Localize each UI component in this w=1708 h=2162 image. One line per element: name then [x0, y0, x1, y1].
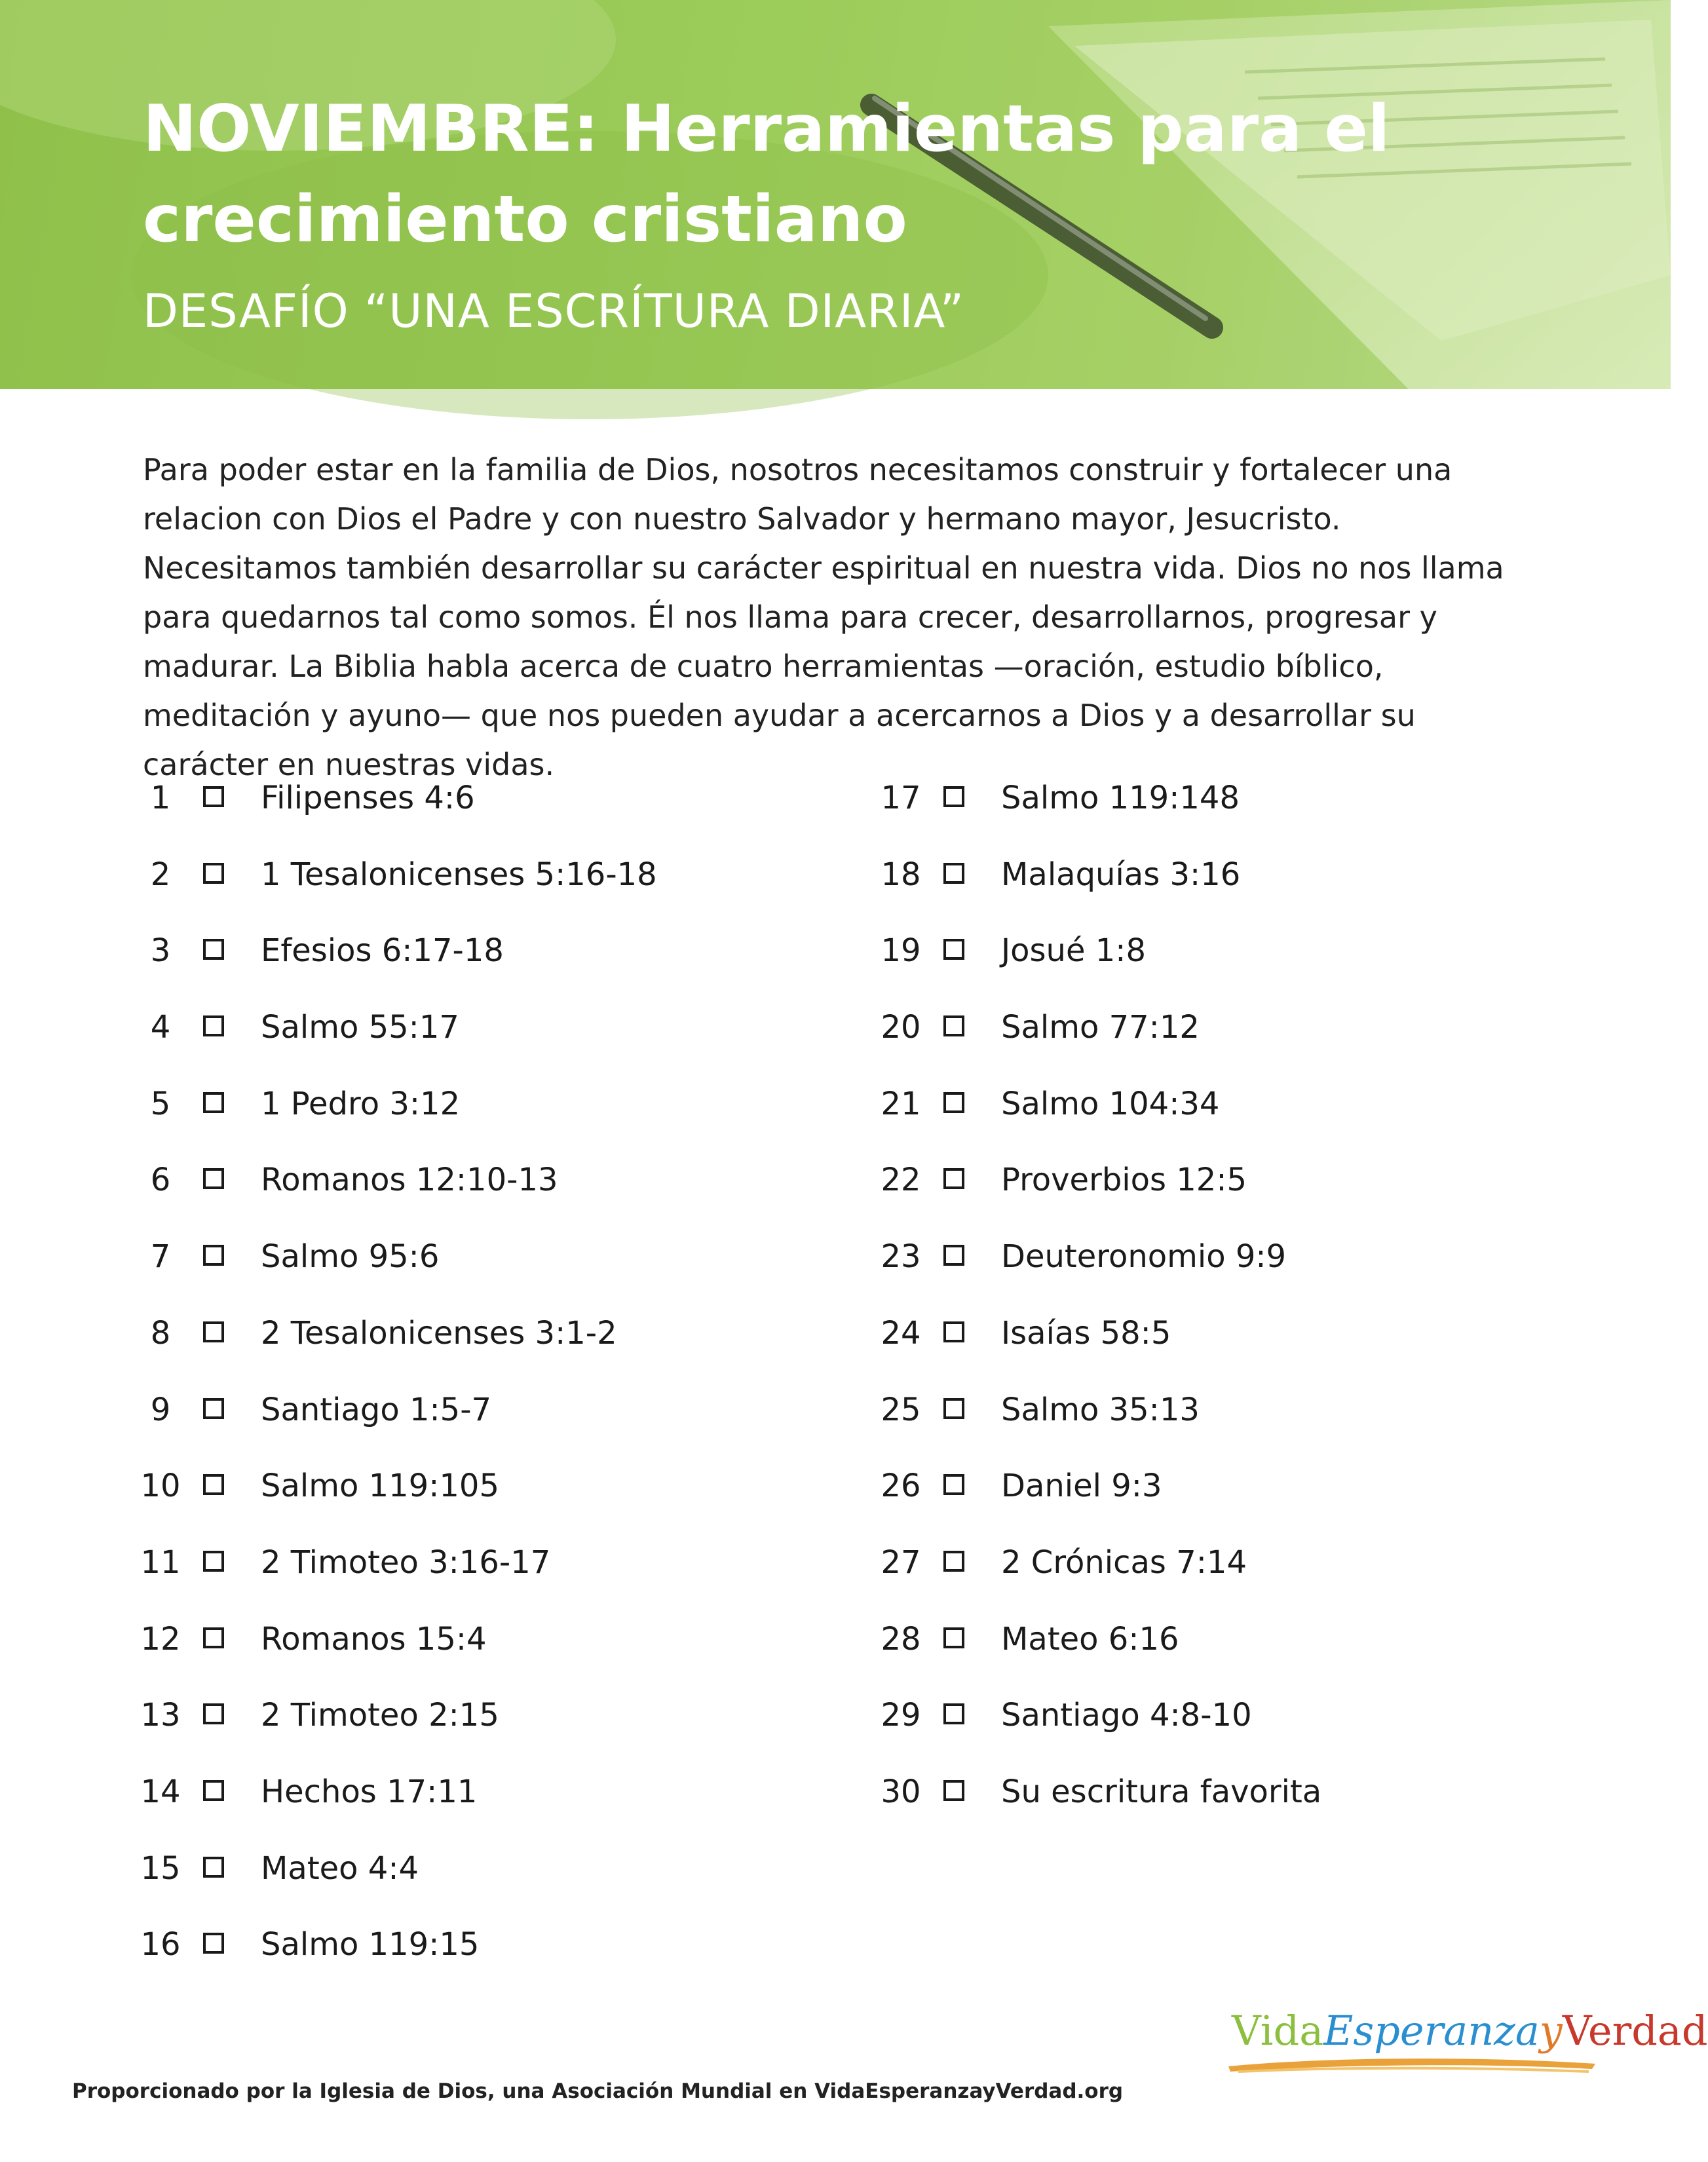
reading-item	[878, 1462, 1533, 1539]
page-title: NOVIEMBRE: Herramientas para el crecimiento cristiano	[143, 92, 1390, 257]
day-checkbox[interactable]	[203, 1474, 224, 1495]
logo-swoosh-icon	[1225, 2052, 1599, 2078]
day-checkbox[interactable]	[943, 1703, 964, 1724]
reading-item	[138, 1462, 793, 1539]
reading-item	[878, 1233, 1533, 1310]
intro-paragraph: Para poder estar en la familia de Dios, nosotros necesitamos construir y fortalecer una relacion con Dios el Padre y con nuestro Salvador y hermano mayor, Jesucristo. Necesitamos también desarrollar su carácter espiritual en nuestra vida. Dios no nos llama para quedarnos tal como somos. Él nos llama para crecer, desarrollarnos, progresar y madurar. La Biblia habla acerca de cuatro herramientas —oración, estudio bíblico, meditación y ayuno— que nos pueden ayudar a acercarnos a Dios y a desarrollar su carácter en nuestras vidas.	[143, 452, 1504, 782]
page-subtitle: DESAFÍO “UNA ESCRÍTURA DIARIA”	[143, 284, 964, 338]
day-checkbox[interactable]	[943, 786, 964, 807]
scripture-reference: 2 Tesalonicenses 3:1-2	[261, 1314, 617, 1352]
day-number: 16	[140, 1926, 181, 1963]
scripture-reference: Hechos 17:11	[261, 1773, 478, 1810]
scripture-reference: Santiago 4:8-10	[1001, 1697, 1252, 1734]
reading-item	[878, 1080, 1533, 1157]
reading-item	[878, 927, 1533, 1004]
day-number: 15	[140, 1849, 181, 1887]
day-number: 13	[140, 1697, 181, 1734]
reading-item	[138, 927, 793, 1004]
day-number: 17	[881, 780, 921, 816]
scripture-reference: Romanos 12:10-13	[261, 1162, 558, 1199]
scripture-reference: Mateo 4:4	[261, 1849, 419, 1887]
scripture-reference: Santiago 1:5-7	[261, 1391, 492, 1428]
day-checkbox[interactable]	[943, 1092, 964, 1113]
day-number: 21	[881, 1085, 921, 1122]
scripture-reference: Isaías 58:5	[1001, 1314, 1171, 1352]
scripture-reference: Salmo 55:17	[261, 1009, 459, 1046]
scripture-reference: Deuteronomio 9:9	[1001, 1238, 1287, 1276]
day-checkbox[interactable]	[203, 1933, 224, 1954]
day-number: 24	[881, 1314, 921, 1352]
day-checkbox[interactable]	[203, 1321, 224, 1342]
day-checkbox[interactable]	[203, 786, 224, 807]
reading-item	[138, 1616, 793, 1692]
scripture-reference: Salmo 77:12	[1001, 1009, 1200, 1046]
reading-item	[138, 1921, 793, 1998]
scripture-reference: Salmo 119:148	[1001, 780, 1240, 816]
day-number: 28	[881, 1620, 921, 1658]
logo-wordmark	[1232, 2005, 1708, 2057]
day-number: 22	[881, 1162, 921, 1199]
reading-item	[878, 1616, 1533, 1692]
site-logo	[1225, 1998, 1708, 2103]
day-checkbox[interactable]	[203, 1780, 224, 1801]
scripture-reference: 2 Crónicas 7:14	[1001, 1544, 1247, 1581]
scripture-reference: Salmo 119:105	[261, 1468, 500, 1505]
day-number: 20	[881, 1009, 921, 1046]
day-checkbox[interactable]	[943, 1321, 964, 1342]
scripture-reference: Romanos 15:4	[261, 1620, 487, 1658]
scripture-reference: 1 Tesalonicenses 5:16-18	[261, 856, 657, 893]
logo-word-vida: Vida	[1232, 2007, 1324, 2055]
day-checkbox[interactable]	[943, 1015, 964, 1036]
logo-word-verdad: Verdad	[1562, 2007, 1708, 2055]
reading-item	[138, 1080, 793, 1157]
scripture-reference: Proverbios 12:5	[1001, 1162, 1247, 1199]
day-number: 10	[140, 1468, 181, 1505]
day-number: 5	[150, 1085, 171, 1122]
day-checkbox[interactable]	[943, 1474, 964, 1495]
day-checkbox[interactable]	[203, 1168, 224, 1189]
day-number: 27	[881, 1544, 921, 1581]
day-checkbox[interactable]	[203, 1857, 224, 1878]
reading-item	[138, 1310, 793, 1386]
reading-item	[878, 1386, 1533, 1463]
reading-item	[138, 1233, 793, 1310]
scripture-reference: 1 Pedro 3:12	[261, 1085, 461, 1122]
day-checkbox[interactable]	[203, 1627, 224, 1648]
logo-word-y: y	[1539, 2007, 1563, 2055]
day-checkbox[interactable]	[203, 1398, 224, 1419]
day-checkbox[interactable]	[943, 1551, 964, 1572]
day-number: 8	[150, 1314, 171, 1352]
reading-item	[878, 1768, 1533, 1845]
day-number: 6	[150, 1162, 171, 1199]
day-checkbox[interactable]	[943, 863, 964, 884]
day-checkbox[interactable]	[203, 1015, 224, 1036]
day-checkbox[interactable]	[203, 939, 224, 960]
scripture-reference: Malaquías 3:16	[1001, 856, 1241, 893]
day-number: 19	[881, 932, 921, 970]
day-number: 2	[150, 856, 171, 893]
reading-item	[138, 1539, 793, 1616]
reading-item	[878, 1692, 1533, 1768]
day-checkbox[interactable]	[943, 1168, 964, 1189]
reading-item	[138, 1845, 793, 1922]
day-number: 18	[881, 856, 921, 893]
footer-credit: Proporcionado por la Iglesia de Dios, una Asociación Mundial en VidaEsperanzayVerdad.org	[72, 2079, 1124, 2103]
reading-item	[878, 1004, 1533, 1080]
scripture-reference: Mateo 6:16	[1001, 1620, 1179, 1658]
day-number: 29	[881, 1697, 921, 1734]
day-checkbox[interactable]	[203, 1551, 224, 1572]
scripture-reference: Salmo 104:34	[1001, 1085, 1220, 1122]
scripture-reference: Daniel 9:3	[1001, 1468, 1162, 1505]
day-checkbox[interactable]	[943, 939, 964, 960]
day-checkbox[interactable]	[943, 1627, 964, 1648]
reading-item	[138, 1156, 793, 1233]
day-number: 1	[150, 780, 171, 816]
logo-word-esperanza: Esperanza	[1323, 2007, 1540, 2055]
day-number: 26	[881, 1468, 921, 1505]
header-banner	[0, 0, 1671, 389]
readings-list-left	[138, 774, 793, 1998]
reading-item	[878, 851, 1533, 928]
scripture-reference: Salmo 35:13	[1001, 1391, 1200, 1428]
day-number: 14	[140, 1773, 181, 1810]
day-checkbox[interactable]	[203, 1703, 224, 1724]
scripture-reference: Salmo 95:6	[261, 1238, 440, 1276]
day-number: 25	[881, 1391, 921, 1428]
reading-item	[138, 851, 793, 928]
day-checkbox[interactable]	[203, 1092, 224, 1113]
day-checkbox[interactable]	[943, 1398, 964, 1419]
scripture-reference: Efesios 6:17-18	[261, 932, 504, 970]
reading-item	[878, 1539, 1533, 1616]
reading-item	[878, 1156, 1533, 1233]
day-number: 11	[140, 1544, 181, 1581]
day-number: 9	[150, 1391, 171, 1428]
scripture-reference: Su escritura favorita	[1001, 1773, 1322, 1810]
scripture-reference: 2 Timoteo 2:15	[261, 1697, 499, 1734]
reading-item	[138, 1004, 793, 1080]
day-number: 7	[150, 1238, 171, 1276]
scripture-reference: Filipenses 4:6	[261, 780, 475, 816]
day-checkbox[interactable]	[943, 1780, 964, 1801]
day-number: 30	[881, 1773, 921, 1810]
day-number: 4	[150, 1009, 171, 1046]
scripture-reference: Josué 1:8	[1001, 932, 1146, 970]
reading-item	[138, 1692, 793, 1768]
day-checkbox[interactable]	[943, 1245, 964, 1266]
day-checkbox[interactable]	[203, 1245, 224, 1266]
reading-item	[138, 774, 793, 851]
scripture-reference: Salmo 119:15	[261, 1926, 480, 1963]
day-number: 12	[140, 1620, 181, 1658]
reading-item	[138, 1386, 793, 1463]
reading-item	[878, 774, 1533, 851]
scripture-reference: 2 Timoteo 3:16-17	[261, 1544, 551, 1581]
day-number: 23	[881, 1238, 921, 1276]
day-checkbox[interactable]	[203, 863, 224, 884]
reading-item	[138, 1768, 793, 1845]
readings-list-right	[878, 774, 1533, 1845]
day-number: 3	[150, 932, 171, 970]
reading-item	[878, 1310, 1533, 1386]
